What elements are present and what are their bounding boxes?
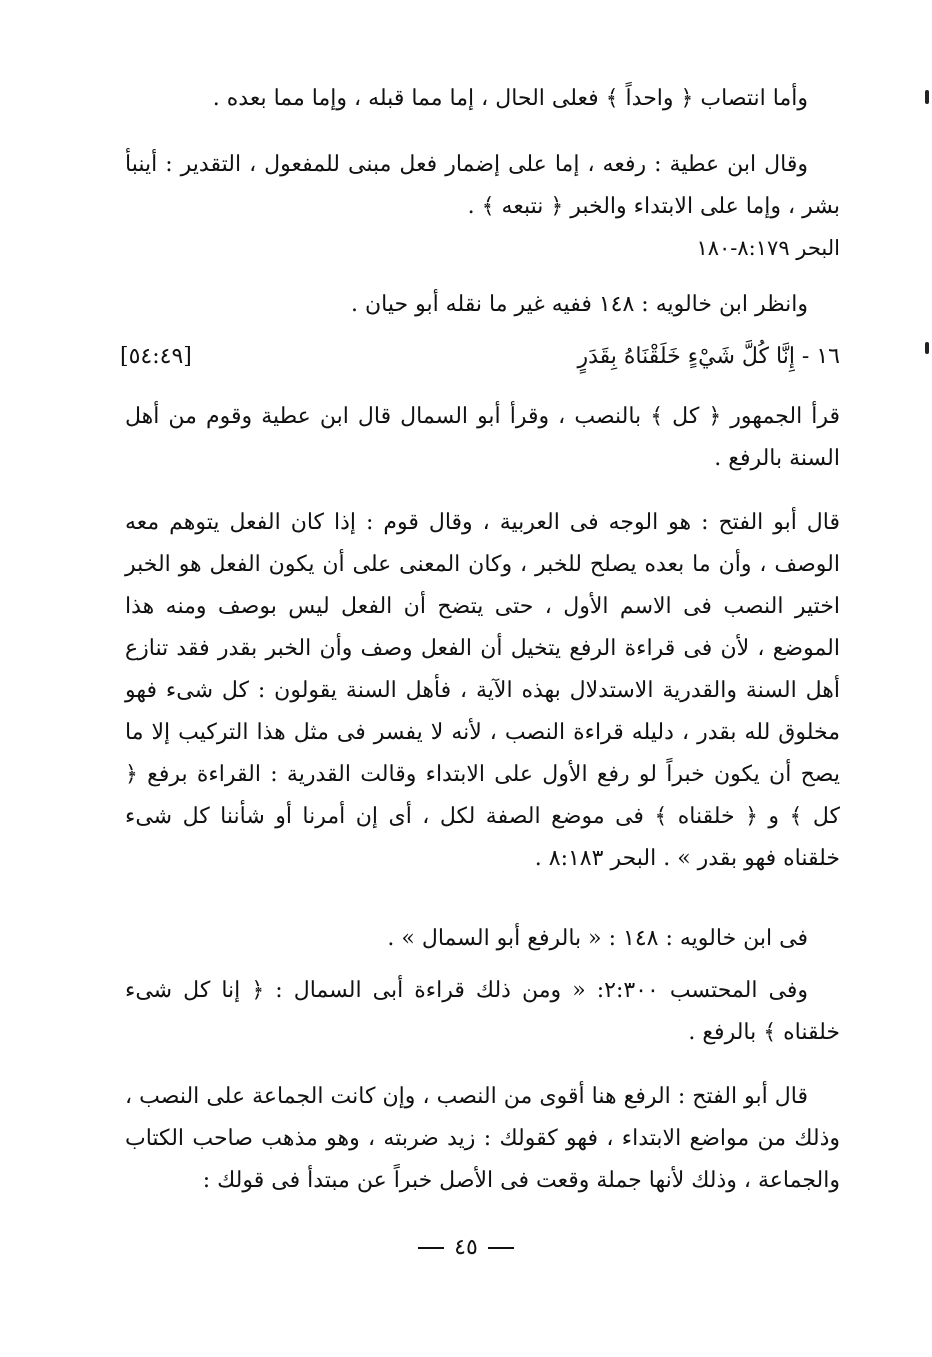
- paragraph-abu-al-fath-commentary: قال أبو الفتح : هو الوجه فى العربية ، وقال قوم : إذا كان الفعل يتوهم معه الوصف ، وأن ما بعده يصلح للخبر ، وكان المعنى على أن يكون الفعل هو الخبر اختير النصب فى الاسم الأول ، حتى يتضح أن الفعل ليس بوصف ومنه هذا الموضع ، لأن فى قراءة الرفع يتخيل أن الفعل وصف وأن الخبر بقدر فقد تنازع أهل السنة والقدرية الاستدلال بهذه الآية ، فأهل السنة يقولون : كل شىء فهو مخلوق لله بقدر ، دليله قراءة النصب ، لأنه لا يفسر فى مثل هذا التركيب إلا ما يصح أن يكون خبراً لو رفع الأول على الابتداء وقالت القدرية : القراءة برفع ﴿ كل ﴾ و ﴿ خلقناه ﴾ فى موضع الصفة لكل ، أى إن أمرنا أو شأننا كل شىء خلقناه فهو بقدر » . البحر ٨:١٨٣ .: [125, 510, 840, 871]
- paragraph-jumhur-reading: قرأ الجمهور ﴿ كل ﴾ بالنصب ، وقرأ أبو السمال قال ابن عطية وقوم من أهل السنة بالرفع .: [125, 404, 840, 471]
- paragraph-abu-al-fath-raf: قال أبو الفتح : الرفع هنا أقوى من النصب ، وإن كانت الجماعة على النصب ، وذلك من مواضع الابتداء ، فهو كقولك : زيد ضربته ، وهو مذهب صاحب الكتاب والجماعة ، وذلك لأنها جملة وقعت فى الأصل خبراً عن مبتدأ فى قولك :: [125, 1084, 840, 1193]
- dash-left: [418, 1247, 444, 1249]
- paragraph-ibn-atiyya: وقال ابن عطية : رفعه ، إما على إضمار فعل مبنى للمفعول ، التقدير : أينبأ بشر ، وإما على الابتداء والخبر ﴿ نتبعه ﴾ .: [125, 152, 840, 219]
- page-number: [0, 1235, 932, 1260]
- verse-text: ١٦ - إِنَّا كُلَّ شَيْءٍ خَلَقْنَاهُ بِقَدَرٍ: [577, 344, 840, 369]
- paragraph-wahidan: وأما انتصاب ﴿ واحداً ﴾ فعلى الحال ، إما مما قبله ، وإما مما بعده .: [212, 86, 808, 111]
- verse-heading: [120, 338, 840, 384]
- scan-edge-mark: [925, 342, 929, 354]
- verse-reference: [٥٤:٤٩]: [120, 344, 192, 369]
- source-reference-bahr: البحر ٨:١٧٩-١٨٠: [696, 236, 840, 260]
- page-number-text: ٤٥: [454, 1235, 478, 1260]
- paragraph-ibn-khalawayh-raf: فى ابن خالويه : ١٤٨ : « بالرفع أبو السمال » .: [387, 926, 808, 951]
- paragraph-muhtasab: وفى المحتسب ٢:٣٠٠: « ومن ذلك قراءة أبى السمال : ﴿ إنا كل شىء خلقناه ﴾ بالرفع .: [125, 978, 840, 1045]
- scan-edge-mark: [925, 90, 929, 104]
- dash-right: [488, 1247, 514, 1249]
- paragraph-ibn-khalawayh-note: وانظر ابن خالويه : ١٤٨ ففيه غير ما نقله أبو حيان .: [351, 292, 808, 317]
